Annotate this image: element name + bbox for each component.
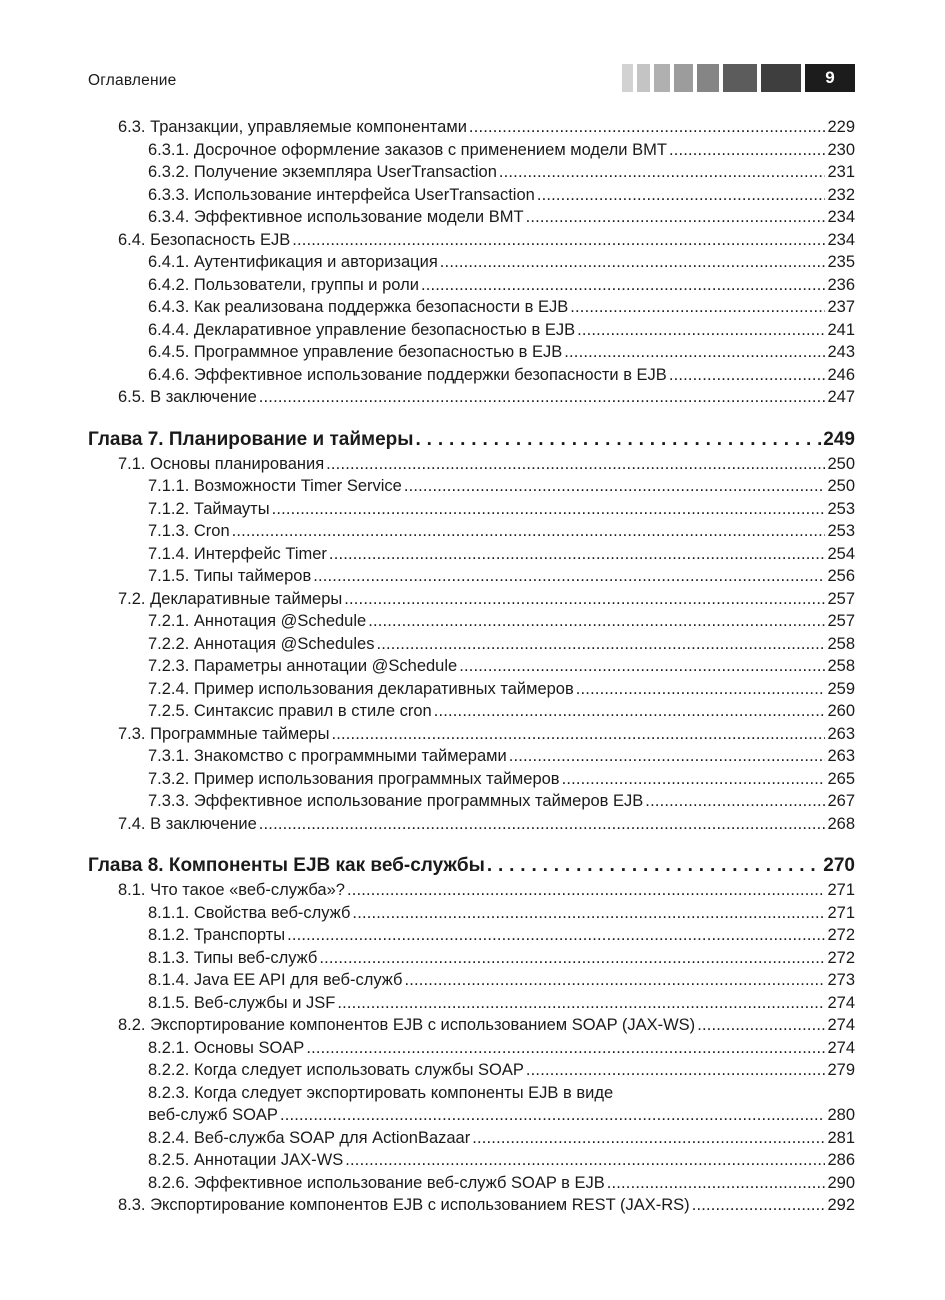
toc-entry-title: 8.1.5. Веб-службы и JSF <box>148 993 336 1012</box>
toc-entry-title: 6.4.1. Аутентификация и авторизация <box>148 253 438 271</box>
toc-entry-page: 258 <box>827 657 855 675</box>
dot-leader <box>472 1127 825 1150</box>
dot-leader <box>526 206 826 229</box>
toc-entry-title: 7.1.2. Таймауты <box>148 499 270 518</box>
toc-entry-page: 265 <box>827 769 855 788</box>
toc-entry-page: 234 <box>827 208 855 226</box>
toc-entry-title: 7.4. В заключение <box>118 814 257 833</box>
dot-leader <box>331 723 825 746</box>
toc-entry-title: 7.1. Основы планирования <box>118 454 325 473</box>
dot-leader <box>347 879 826 902</box>
dot-leader <box>576 678 826 701</box>
dot-leader <box>645 790 825 813</box>
decor-bar <box>622 64 633 92</box>
toc-entry-page: 241 <box>827 320 855 339</box>
toc-entry-title: 8.2.2. Когда следует использовать службы SOAP <box>148 1061 524 1079</box>
toc-entry-page: 272 <box>827 948 855 967</box>
decor-bar <box>674 64 693 92</box>
toc-entry-page: 247 <box>827 388 855 406</box>
toc-entry-page: 232 <box>827 185 855 204</box>
toc-entry[interactable] <box>88 902 855 925</box>
toc-entry-page: 253 <box>827 499 855 518</box>
page-header <box>88 64 855 94</box>
toc-entry-page: 235 <box>827 253 855 271</box>
toc-entry-page: 263 <box>827 747 855 765</box>
toc-entry[interactable] <box>88 251 855 274</box>
toc-entry-page: 281 <box>827 1128 855 1147</box>
toc-entry[interactable] <box>88 723 855 746</box>
dot-leader <box>368 610 825 633</box>
dot-leader <box>469 116 826 139</box>
toc-entry-title: 8.2.4. Веб-служба SOAP для ActionBazaar <box>148 1128 471 1147</box>
toc-entry-page: 258 <box>827 634 855 653</box>
toc-entry-title: 7.2.3. Параметры аннотации @Schedule <box>148 657 458 675</box>
decor-bar <box>654 64 670 92</box>
dot-leader <box>607 1172 826 1195</box>
toc-entry-title: 6.4.4. Декларативное управление безопасностью в EJB <box>148 320 576 339</box>
page-number: 9 <box>805 64 855 92</box>
toc-entry-page: 274 <box>827 993 855 1012</box>
dot-leader <box>697 1014 825 1037</box>
dot-leader <box>319 947 825 970</box>
toc-entry[interactable] <box>88 678 855 701</box>
toc-entry[interactable] <box>88 790 855 813</box>
toc-entry-title: 8.2.5. Аннотации JAX-WS <box>148 1151 344 1169</box>
toc-entry-page: 268 <box>827 814 855 833</box>
toc-entry[interactable] <box>88 633 855 656</box>
toc-entry-page: 273 <box>827 971 855 989</box>
dot-leader <box>272 498 826 521</box>
toc-chapter-entry[interactable] <box>88 427 855 453</box>
toc-entry[interactable] <box>88 1172 855 1195</box>
toc-entry-page: 250 <box>827 454 855 473</box>
toc-entry[interactable] <box>88 386 855 409</box>
decor-bar <box>637 64 650 92</box>
chapter-spacer <box>88 409 855 427</box>
toc-entry[interactable] <box>88 813 855 836</box>
toc-entry[interactable] <box>88 655 855 678</box>
toc-entry[interactable] <box>88 520 855 543</box>
toc-entry-title: 6.5. В заключение <box>118 388 257 406</box>
toc-entry-title: 6.3. Транзакции, управляемые компонентами <box>118 118 467 136</box>
dot-leader <box>232 520 826 543</box>
toc-entry-page: 229 <box>827 118 855 136</box>
toc-entry-title: 6.4.2. Пользователи, группы и роли <box>148 275 419 294</box>
table-of-contents <box>88 116 855 1217</box>
dot-leader <box>459 655 825 678</box>
toc-entry-title: Глава 7. Планирование и таймеры <box>88 428 414 450</box>
dot-leader <box>345 1149 825 1172</box>
toc-entry-page: 234 <box>827 230 855 249</box>
dot-leader <box>416 427 822 453</box>
dot-leader <box>313 565 825 588</box>
dot-leader <box>526 1059 826 1082</box>
toc-entry-page: 257 <box>827 612 855 630</box>
toc-entry-title: 7.2.2. Аннотация @Schedules <box>148 634 375 653</box>
dot-leader <box>564 341 825 364</box>
toc-entry-page: 259 <box>827 679 855 698</box>
page-number-tab <box>618 64 855 92</box>
dot-leader <box>329 543 826 566</box>
toc-entry-title: 6.4. Безопасность EJB <box>118 230 291 249</box>
toc-entry-page: 271 <box>827 881 855 899</box>
dot-leader <box>376 633 825 656</box>
dot-leader <box>280 1104 826 1127</box>
toc-entry-page: 272 <box>827 926 855 944</box>
chapter-spacer <box>88 835 855 853</box>
toc-entry-title: 8.2.3. Когда следует экспортировать компоненты EJB в виде <box>148 1083 614 1102</box>
toc-entry-page: 274 <box>827 1016 855 1034</box>
dot-leader <box>259 386 826 409</box>
toc-entry-title: 7.1.3. Cron <box>148 522 230 540</box>
dot-leader <box>352 902 825 925</box>
toc-entry-page: 263 <box>827 724 855 743</box>
dot-leader <box>434 700 826 723</box>
toc-entry[interactable] <box>88 139 855 162</box>
running-title: Оглавление <box>88 72 177 89</box>
toc-entry[interactable] <box>88 1104 855 1127</box>
dot-leader <box>692 1194 826 1217</box>
toc-entry-page: 274 <box>827 1038 855 1057</box>
dot-leader <box>259 813 826 836</box>
toc-entry-page: 250 <box>827 477 855 495</box>
toc-entry-page: 286 <box>827 1151 855 1169</box>
toc-entry-title: 7.2.5. Синтаксис правил в стиле cron <box>148 702 432 720</box>
toc-entry-page: 271 <box>827 903 855 922</box>
toc-entry-title: 7.3.3. Эффективное использование программных таймеров EJB <box>148 792 644 810</box>
toc-entry[interactable] <box>88 161 855 184</box>
toc-entry[interactable] <box>88 1149 855 1172</box>
toc-entry[interactable] <box>88 274 855 297</box>
toc-entry[interactable] <box>88 1059 855 1082</box>
dot-leader <box>326 453 825 476</box>
toc-entry[interactable] <box>88 206 855 229</box>
decor-bar <box>697 64 719 92</box>
toc-entry-page: 231 <box>827 163 855 181</box>
toc-entry-title: 6.4.5. Программное управление безопасностью в EJB <box>148 343 563 361</box>
toc-entry[interactable] <box>88 992 855 1015</box>
dot-leader <box>440 251 826 274</box>
toc-entry-title: 8.2.1. Основы SOAP <box>148 1038 305 1057</box>
dot-leader <box>537 184 826 207</box>
toc-entry-title: 8.2.6. Эффективное использование веб-служб SOAP в EJB <box>148 1173 605 1192</box>
toc-entry-page: 237 <box>827 298 855 316</box>
toc-entry-page: 280 <box>827 1106 855 1124</box>
dot-leader <box>292 229 825 252</box>
toc-entry[interactable] <box>88 296 855 319</box>
toc-entry-page: 256 <box>827 567 855 585</box>
dot-leader <box>577 319 825 342</box>
toc-entry-page: 260 <box>827 702 855 720</box>
toc-entry[interactable] <box>88 924 855 947</box>
toc-entry-title: 6.3.4. Эффективное использование модели BMT <box>148 208 524 226</box>
dot-leader <box>499 161 826 184</box>
toc-entry[interactable] <box>88 1014 855 1037</box>
toc-entry[interactable] <box>88 116 855 139</box>
toc-entry-title: 7.3. Программные таймеры <box>118 724 330 743</box>
toc-entry-title: 7.2. Декларативные таймеры <box>118 589 343 608</box>
toc-entry-title: 8.1.3. Типы веб-служб <box>148 948 318 967</box>
dot-leader <box>287 924 825 947</box>
toc-entry-page: 257 <box>827 589 855 608</box>
toc-entry-title: 8.3. Экспортирование компонентов EJB с использованием REST (JAX-RS) <box>118 1196 690 1214</box>
toc-entry[interactable] <box>88 1082 855 1105</box>
toc-entry[interactable] <box>88 969 855 992</box>
toc-entry[interactable] <box>88 229 855 252</box>
dot-leader <box>404 475 826 498</box>
decor-bar <box>761 64 801 92</box>
toc-entry[interactable] <box>88 745 855 768</box>
toc-entry[interactable] <box>88 364 855 387</box>
toc-entry[interactable] <box>88 498 855 521</box>
dot-leader <box>337 992 825 1015</box>
decor-bar <box>723 64 757 92</box>
toc-entry-title: веб-служб SOAP <box>148 1106 278 1124</box>
toc-entry-title: 7.2.4. Пример использования декларативных таймеров <box>148 679 574 698</box>
toc-entry[interactable] <box>88 1037 855 1060</box>
toc-entry[interactable] <box>88 588 855 611</box>
toc-entry[interactable] <box>88 453 855 476</box>
toc-entry-page: 254 <box>827 544 855 563</box>
toc-entry-page: 267 <box>827 792 855 810</box>
toc-entry[interactable] <box>88 565 855 588</box>
toc-entry-page: 236 <box>827 275 855 294</box>
dot-leader <box>570 296 825 319</box>
toc-entry[interactable] <box>88 768 855 791</box>
dot-leader <box>344 588 825 611</box>
dot-leader <box>487 853 821 879</box>
toc-entry[interactable] <box>88 700 855 723</box>
toc-entry-page: 253 <box>827 522 855 540</box>
toc-entry[interactable] <box>88 319 855 342</box>
toc-entry-title: 6.3.1. Досрочное оформление заказов с применением модели BMT <box>148 140 667 159</box>
toc-entry-title: 7.3.2. Пример использования программных таймеров <box>148 769 560 788</box>
toc-entry[interactable] <box>88 1127 855 1150</box>
toc-entry-title: 7.1.5. Типы таймеров <box>148 567 312 585</box>
dot-leader <box>306 1037 825 1060</box>
toc-entry[interactable] <box>88 184 855 207</box>
dot-leader <box>421 274 826 297</box>
toc-entry-title: 8.1.1. Свойства веб-служб <box>148 903 351 922</box>
toc-entry-title: 6.4.3. Как реализована поддержка безопасности в EJB <box>148 298 569 316</box>
toc-entry-page: 270 <box>823 855 855 876</box>
toc-entry[interactable] <box>88 1194 855 1217</box>
toc-entry[interactable] <box>88 879 855 902</box>
toc-entry-title: 7.1.1. Возможности Timer Service <box>148 477 402 495</box>
dot-leader <box>669 364 826 387</box>
toc-chapter-entry[interactable] <box>88 853 855 879</box>
toc-entry[interactable] <box>88 947 855 970</box>
toc-entry-page: 290 <box>827 1173 855 1192</box>
toc-entry-page: 249 <box>823 428 855 450</box>
toc-entry-title: 6.3.3. Использование интерфейса UserTransaction <box>148 185 535 204</box>
toc-entry-title: 7.2.1. Аннотация @Schedule <box>148 612 367 630</box>
toc-entry-title: Глава 8. Компоненты EJB как веб-службы <box>88 855 485 876</box>
toc-entry-page: 279 <box>827 1061 855 1079</box>
toc-entry[interactable] <box>88 543 855 566</box>
dot-leader <box>669 139 826 162</box>
dot-leader <box>509 745 826 768</box>
toc-entry-title: 8.1. Что такое «веб-служба»? <box>118 881 345 899</box>
dot-leader <box>562 768 826 791</box>
toc-entry-title: 7.1.4. Интерфейс Timer <box>148 544 327 563</box>
toc-entry-page: 230 <box>827 140 855 159</box>
toc-entry-title: 8.2. Экспортирование компонентов EJB с использованием SOAP (JAX-WS) <box>118 1016 696 1034</box>
toc-entry-title: 8.1.2. Транспорты <box>148 926 286 944</box>
toc-entry-title: 6.4.6. Эффективное использование поддержки безопасности в EJB <box>148 365 667 384</box>
toc-entry-page: 246 <box>827 365 855 384</box>
toc-entry-title: 6.3.2. Получение экземпляра UserTransaction <box>148 163 497 181</box>
toc-entry-page: 292 <box>827 1196 855 1214</box>
toc-entry[interactable] <box>88 475 855 498</box>
toc-entry-title: 7.3.1. Знакомство с программными таймерами <box>148 747 507 765</box>
dot-leader <box>404 969 825 992</box>
toc-entry[interactable] <box>88 610 855 633</box>
toc-entry-page: 243 <box>827 343 855 361</box>
toc-entry[interactable] <box>88 341 855 364</box>
toc-entry-title: 8.1.4. Java EE API для веб-служб <box>148 971 403 989</box>
